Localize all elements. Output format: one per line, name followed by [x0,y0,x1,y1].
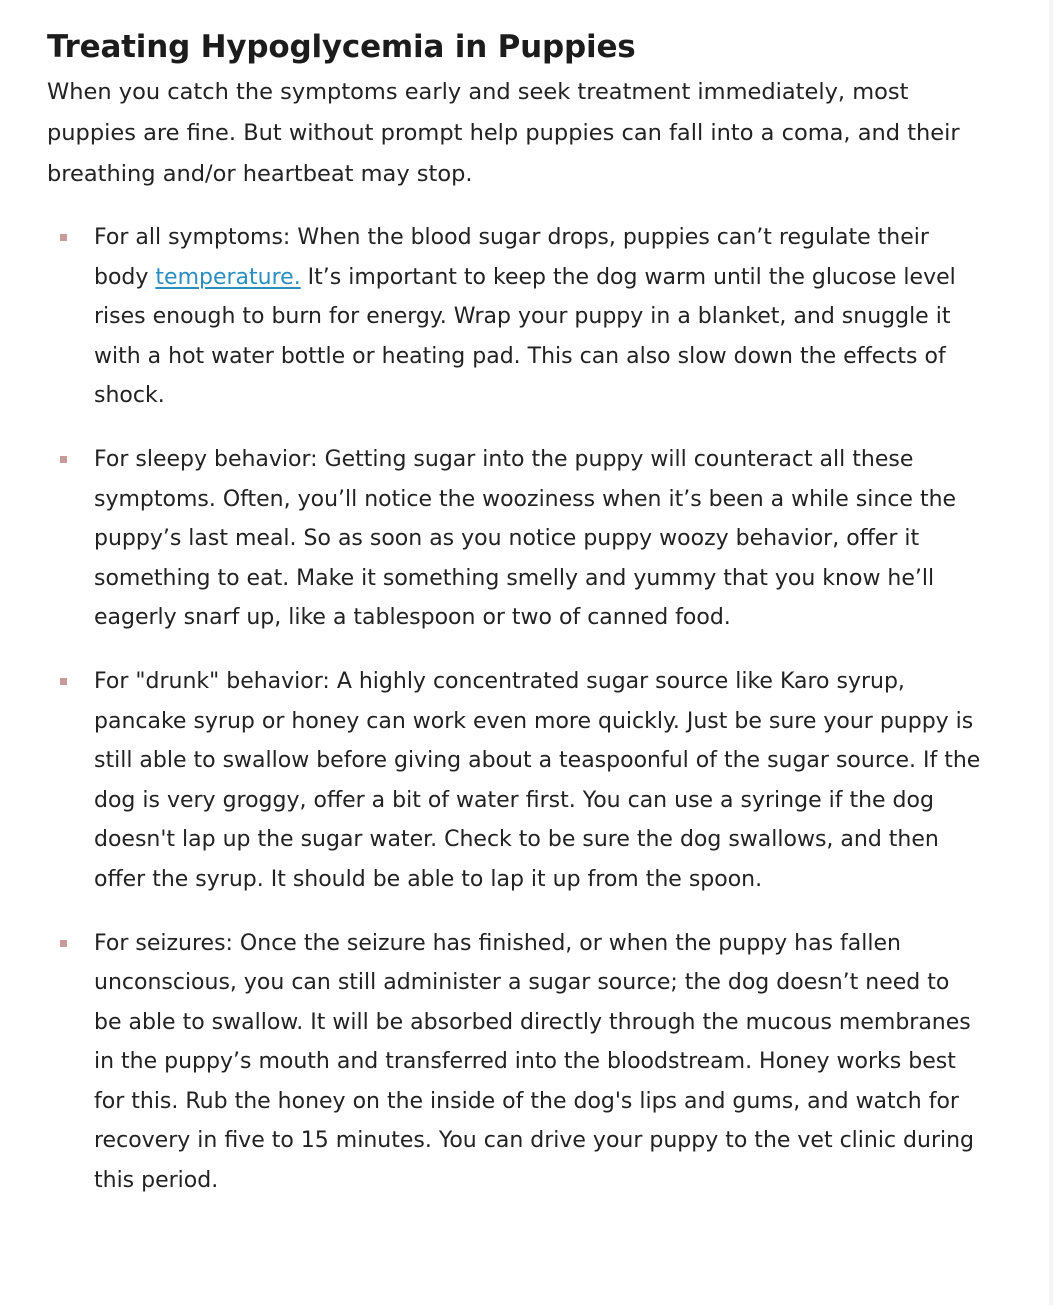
square-bullet-icon [60,940,67,947]
list-item-text: For sleepy behavior: Getting sugar into the puppy will counteract all these symptoms. Often, you’ll notice the wooziness when it’s been a while since the puppy’s last meal. So as soon as you notice puppy woozy behavior, offer it something to eat. Make it something smelly and yummy that you know he’ll eagerly snarf up, like a tablespoon or two of canned food. [94,446,957,631]
temperature-link[interactable]: temperature. [155,264,301,290]
list-item-text-start: For all symptoms: When the blood sugar drops, puppies can’t regulate their body [94,225,929,290]
list-item-all-symptoms [47,218,982,416]
list-item-text: For seizures: Once the seizure has finished, or when the puppy has fallen unconscious, you can still administer a sugar source; the dog doesn’t need to be able to swallow. It will be absorbed directly through the mucous membranes in the puppy’s mouth and transferred into the bloodstream. Honey works best for this. Rub the honey on the inside of the dog's lips and gums, and watch for recovery in five to 15 minutes. You can drive your puppy to the vet clinic during this period. [94,930,975,1194]
list-item-sleepy-behavior [47,440,982,638]
list-item-text-end: It’s important to keep the dog warm until the glucose level rises enough to burn for energy. Wrap your puppy in a blanket, and snuggle it with a hot water bottle or heating pad. This can also slow down the effects of shock. [94,264,956,409]
page-right-edge [1049,0,1053,1305]
list-item-drunk-behavior [47,662,982,900]
intro-paragraph: When you catch the symptoms early and seek treatment immediately, most puppies are fine. But without prompt help puppies can fall into a coma, and their breathing and/or heartbeat may stop. [47,79,960,187]
section-heading: Treating Hypoglycemia in Puppies [47,29,636,65]
square-bullet-icon [60,456,67,463]
square-bullet-icon [60,234,67,241]
square-bullet-icon [60,678,67,685]
list-item-text: For "drunk" behavior: A highly concentrated sugar source like Karo syrup, pancake syrup or honey can work even more quickly. Just be sure your puppy is still able to swallow before giving about a teaspoonful of the sugar source. If the dog is very groggy, offer a bit of water first. You can use a syringe if the dog doesn't lap up the sugar water. Check to be sure the dog swallows, and then offer the syrup. It should be able to lap it up from the spoon. [94,668,981,892]
article-section [47,24,987,1225]
treatment-list [47,218,987,1201]
list-item-seizures [47,924,982,1201]
